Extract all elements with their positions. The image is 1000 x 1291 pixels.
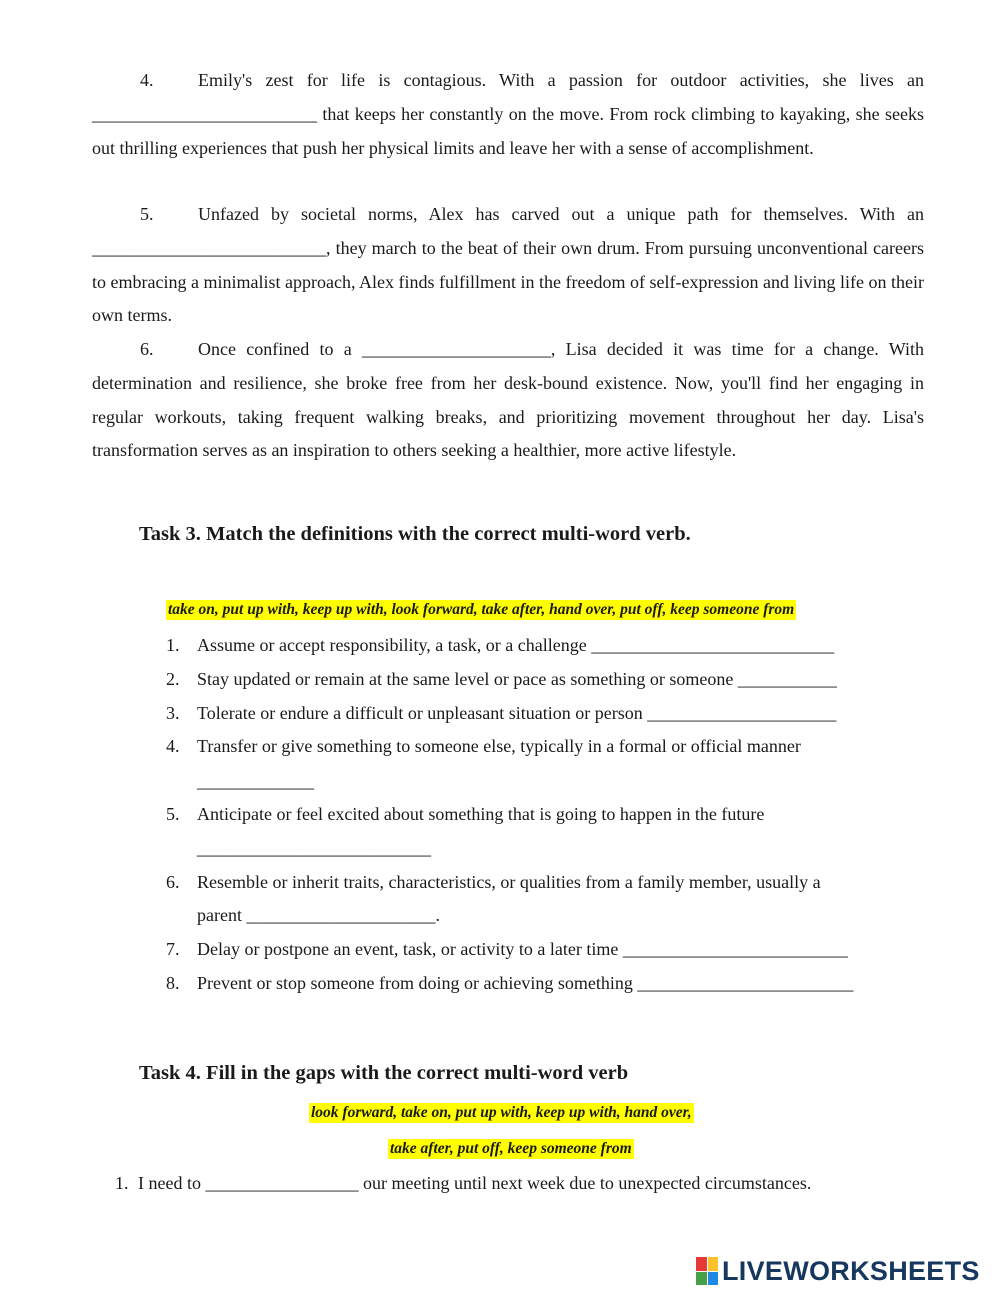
item-text: I need to _________________ our meeting until next week due to unexpected circumstances. (138, 1173, 812, 1193)
task3-item-6-cont: parent _____________________. (197, 905, 440, 925)
liveworksheets-logo-icon (696, 1257, 718, 1285)
logo-block (696, 1257, 707, 1271)
liveworksheets-logo (696, 1254, 996, 1288)
task3-item-6 (166, 872, 821, 893)
paragraph-5 (92, 198, 924, 333)
paragraph-6 (92, 333, 924, 468)
item-text: Transfer or give something to someone else, typically in a formal or official manner (197, 736, 801, 756)
item-text: Stay updated or remain at the same level or pace as something or someone ___________ (197, 669, 837, 689)
item-number: 3. (166, 703, 180, 723)
item-text: Resemble or inherit traits, characteristics, or qualities from a family member, usually a (197, 872, 821, 892)
paragraph-number: 4. (140, 70, 154, 90)
logo-block (696, 1272, 707, 1286)
task3-item-5-blank: __________________________ (197, 838, 431, 858)
task4-word-bank-line1: look forward, take on, put up with, keep up with, hand over, (311, 1104, 692, 1121)
task4-heading: Task 4. Fill in the gaps with the correct multi-word verb (139, 1062, 629, 1084)
item-text: Assume or accept responsibility, a task, or a challenge ___________________________ (197, 635, 835, 655)
paragraph-text: Emily's zest for life is contagious. With a passion for outdoor activities, she lives an _________________________ that keeps her constantly on the move. From rock climbing to kayaking, she seeks out thrilling experiences that push her physical limits and leave her with a sense of accomplishment. (92, 70, 924, 158)
task3-item-5 (166, 804, 764, 825)
paragraph-text: Once confined to a _____________________, Lisa decided it was time for a change. With determination and resilience, she broke free from her desk-bound existence. Now, you'll find her engaging in regular workouts, taking frequent walking breaks, and prioritizing movement throughout her day. Lisa's transformation serves as an inspiration to others seeking a healthier, more active lifestyle. (92, 339, 924, 461)
logo-block (708, 1257, 719, 1271)
task4-item-1 (115, 1173, 811, 1194)
item-number: 7. (166, 939, 180, 959)
task3-item-4 (166, 736, 801, 757)
item-text: Prevent or stop someone from doing or achieving something ________________________ (197, 973, 854, 993)
item-text: Delay or postpone an event, task, or activity to a later time _________________________ (197, 939, 848, 959)
item-text: Anticipate or feel excited about something that is going to happen in the future (197, 804, 765, 824)
item-number: 2. (166, 669, 180, 689)
task3-item-3 (166, 703, 836, 724)
item-number: 1. (166, 635, 180, 655)
item-number: 5. (166, 804, 180, 824)
task3-item-8 (166, 973, 853, 994)
paragraph-text: Unfazed by societal norms, Alex has carved out a unique path for themselves. With an __________________________, they march to the beat of their own drum. From pursuing unconventional careers to embracing a minimalist approach, Alex finds fulfillment in the freedom of self-expression and living life on their own terms. (92, 204, 924, 326)
paragraph-number: 5. (140, 204, 154, 224)
item-text: Tolerate or endure a difficult or unpleasant situation or person _____________________ (197, 703, 837, 723)
task3-item-2 (166, 669, 837, 690)
task3-item-1 (166, 635, 834, 656)
logo-text: LIVEWORKSHEETS (722, 1255, 980, 1286)
task3-heading: Task 3. Match the definitions with the correct multi-word verb. (139, 523, 691, 545)
item-number: 8. (166, 973, 180, 993)
paragraph-number: 6. (140, 339, 154, 359)
task4-word-bank-line2: take after, put off, keep someone from (390, 1140, 632, 1157)
item-number: 6. (166, 872, 180, 892)
task3-item-4-blank: _____________ (197, 771, 314, 791)
task3-word-bank: take on, put up with, keep up with, look forward, take after, hand over, put off, keep someone from (168, 601, 795, 618)
item-number: 4. (166, 736, 180, 756)
task3-item-7 (166, 939, 848, 960)
item-number: 1. (115, 1173, 129, 1193)
paragraph-4 (92, 64, 924, 165)
logo-block (708, 1272, 719, 1286)
